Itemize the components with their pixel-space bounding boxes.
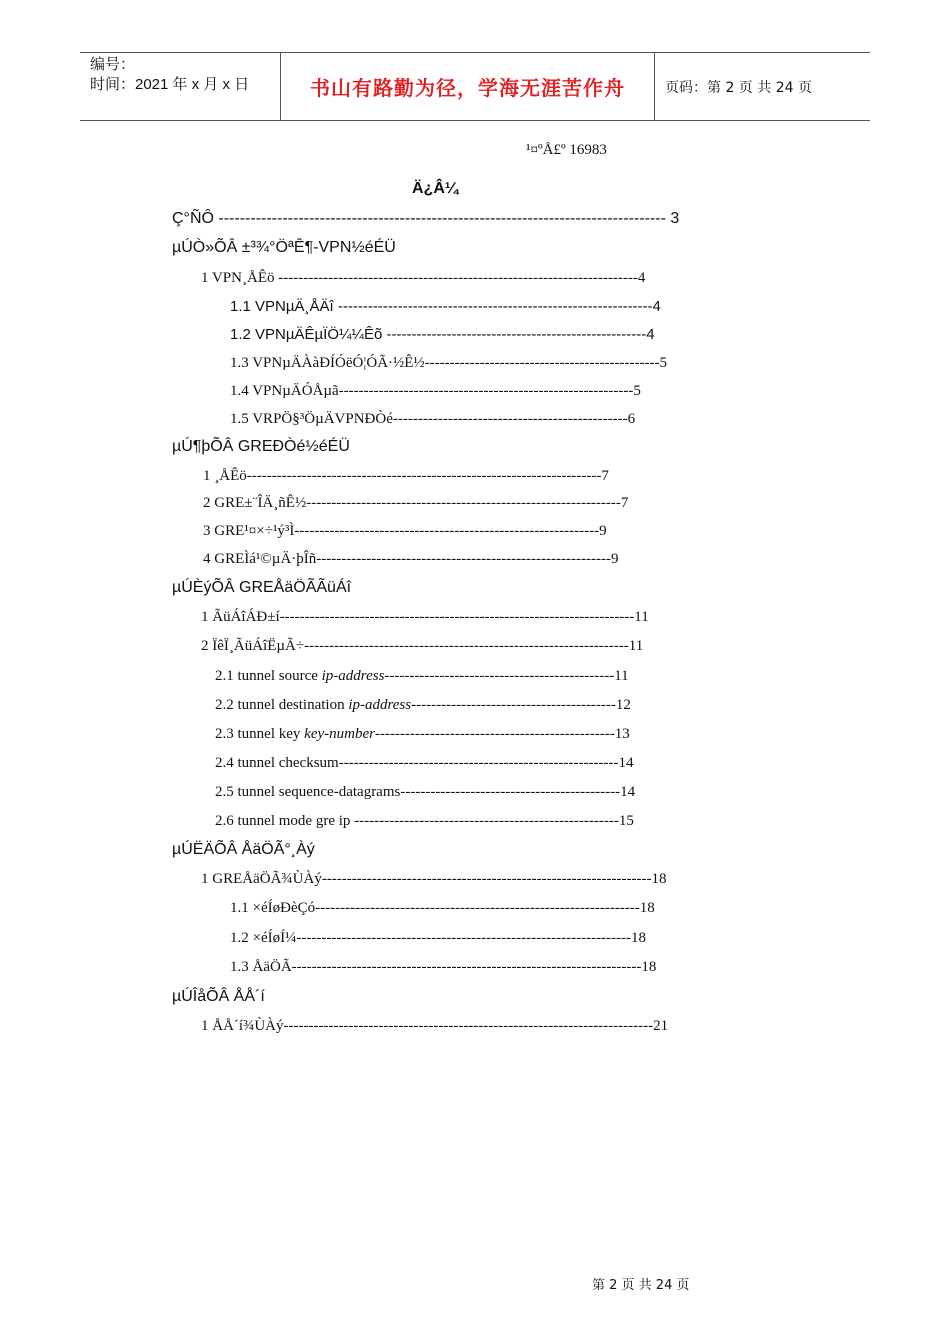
toc-entry-4-1[interactable]: 1 GREÅäÖÃ¾ÙÀý------------------------------------------------------------------18 [201,871,667,887]
toc-entry-4-1-2[interactable]: 1.2 ×éÍøÍ¼-------------------------------------------------------------------18 [230,930,647,946]
toc-entry-3-1[interactable]: 1 ÃüÁîÁÐ±í-----------------------------------------------------------------------11 [201,609,649,625]
toc-entry-3-2-2[interactable]: 2.2 tunnel destination ip-address-----------------------------------------12 [215,697,631,713]
page-header [80,52,870,121]
toc-entry-1[interactable]: 1 VPN¸ÅÊö ------------------------------------------------------------------------4 [201,270,646,286]
toc-title: Ä¿Â¼ [412,180,459,197]
toc-entry-3-2-5[interactable]: 2.5 tunnel sequence-datagrams--------------------------------------------14 [215,784,636,800]
toc-entry-3-2-3[interactable]: 2.3 tunnel key key-number------------------------------------------------13 [215,726,630,742]
page-footer: 第 2 页 共 24 页 [592,1278,690,1293]
toc-entry-4-1-3[interactable]: 1.3 ÅäÖÃ----------------------------------------------------------------------18 [230,959,657,975]
toc-entry-2-4[interactable]: 4 GREÌá¹©µÄ·þÎñ-----------------------------------------------------------9 [203,551,619,567]
document-code: ¹¤ºÅ£º 16983 [526,142,607,158]
header-meta [90,55,280,95]
toc-entry-3-2[interactable]: 2 ÏêÏ¸ÃüÁîËµÃ÷-----------------------------------------------------------------11 [201,638,644,654]
toc-entry-3-2-4[interactable]: 2.4 tunnel checksum--------------------------------------------------------14 [215,755,634,771]
toc-entry-1-1[interactable]: 1.1 VPNµÄ¸ÅÄî ---------------------------------------------------------------4 [230,298,661,315]
toc-chapter-3[interactable]: µÚÈýÕÂ GREÅäÖÃÃüÁî [172,579,352,596]
number-label: 编号： [90,56,136,73]
toc-entry-1-2[interactable]: 1.2 VPNµÄÊµÏÖ¼¼Êõ ----------------------------------------------------4 [230,326,655,343]
header-divider [654,53,655,120]
toc-entry-1-5[interactable]: 1.5 VRPÖ§³ÖµÄVPNÐÒé-----------------------------------------------6 [230,411,636,427]
toc-chapter-1[interactable]: µÚÒ»ÕÂ ±³¾°ÖªÊ¶-VPN½éÉÜ [172,239,396,256]
toc-chapter-5[interactable]: µÚÎåÕÂ ÅÅ´í [172,988,265,1005]
toc-entry-3-2-6[interactable]: 2.6 tunnel mode gre ip -----------------------------------------------------15 [215,813,634,829]
toc-entry-foreword[interactable]: Ç°ÑÔ ------------------------------------------------------------------------------------ 3 [172,210,680,227]
toc-entry-3-2-1[interactable]: 2.1 tunnel source ip-address----------------------------------------------11 [215,668,629,684]
header-page-info: 页码：第 2 页 共 24 页 [665,79,812,96]
date-label: 时间：2021 年 x 月 x 日 [90,76,250,93]
toc-entry-2-3[interactable]: 3 GRE¹¤×÷¹ý³Ì-------------------------------------------------------------9 [203,523,607,539]
toc-entry-2-1[interactable]: 1 ¸ÅÊö-----------------------------------------------------------------------7 [203,468,609,484]
toc-chapter-2[interactable]: µÚ¶þÕÂ GREÐÒé½éÉÜ [172,438,350,455]
toc-entry-2-2[interactable]: 2 GRE±¨ÎÄ¸ñÊ½---------------------------------------------------------------7 [203,495,629,511]
toc-entry-5-1[interactable]: 1 ÅÅ´í¾ÙÀý--------------------------------------------------------------------------21 [201,1018,669,1034]
header-motto: 书山有路勤为径，学海无涯苦作舟 [310,76,625,100]
toc-entry-1-3[interactable]: 1.3 VPNµÄÀàÐÍÓëÓ¦ÓÃ·½Ê½-----------------------------------------------5 [230,355,667,371]
toc-chapter-4[interactable]: µÚËÄÕÂ ÅäÖÃ°¸Àý [172,841,315,858]
toc-entry-4-1-1[interactable]: 1.1 ×éÍøÐèÇó-----------------------------------------------------------------18 [230,900,655,916]
toc-entry-1-4[interactable]: 1.4 VPNµÄÓÅµã-----------------------------------------------------------5 [230,383,641,399]
